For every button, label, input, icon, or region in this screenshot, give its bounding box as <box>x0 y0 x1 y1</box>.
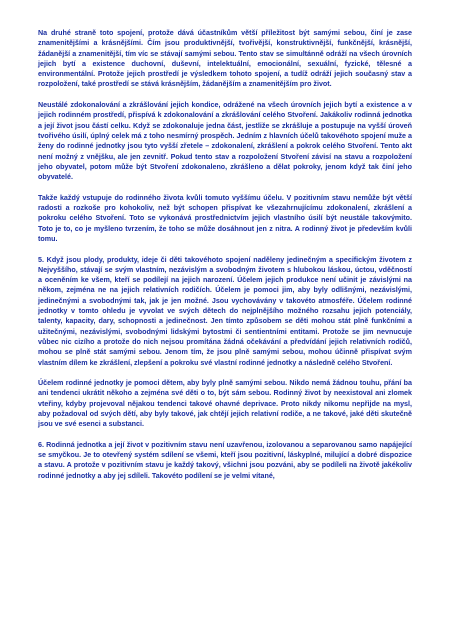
paragraph-4: 5. Když jsou plody, produkty, ideje či děti takovéhoto spojení naděleny jedinečným a specifickým životem z Nejvyššího, stávají se svým vlastním, nezávislým a svobodným životem s hlubokou láskou, úctou, vděčností a oceněním ke všem, kteří se podílejí na jejich narození. Účelem jejich produkce není učinit je závislými na někom, zejména ne na jejich relativních rodičích. Účelem je pomoci jim, aby byly odlišnými, nezávislými, jedinečnými a svobodnými tak, jak je jen možné. Jsou vychovávány v takovéto atmosféře. Účelem rodinné jednotky v tomto ohledu je vyvolat ve svých dětech do nejplnějšího možného rozsahu jejich potenciály, talenty, kapacity, dary, schopnosti a jedinečnost. Jen tímto způsobem se děti mohou stát plně funkčními a užitečnými, nezávislými, svobodnými lidskými bytostmi či sentientními entitami. Protože se jim nevnucuje vůbec nic cizího a protože do nich nejsou promítána žádná očekávání a předvídání jejich relativních rodičů, mohou se plně stát samými sebou. Jenom tím, že jsou plně samými sebou, mohou účinně přispívat svým vlastním dílem ke zkrášlení, zlepšení a pokroku své vlastní rodinné jednotky a následně celého Stvoření. <box>38 255 412 367</box>
document-page <box>38 28 412 491</box>
paragraph-6: 6. Rodinná jednotka a její život v pozitivním stavu není uzavřenou, izolovanou a separovanou samo napájející se smyčkou. Je to otevřený systém sdílení se všemi, kteří jsou pozitivní, láskyplné, milující a dobré dispozice a stavu. A protože v pozitivním stavu je každý takový, všichni jsou pozváni, aby se podíleli na životě jakékoliv rodinné jednotky a aby jej sdíleli. Takovéto podílení se je velmi vítané, <box>38 440 412 480</box>
paragraph-1: Na druhé straně toto spojení, protože dává účastníkům větší příležitost být samými sebou, činí je zase znamenitějšími a krásnějšími. Čím jsou produktivnější, tvořivější, konstruktivnější, funkčnější, krásnější, žádanější a znamenitější, tím víc se stávají samými sebou. Tento stav se simultánně odráží na všech úrovních jejich bytí a existence duchovní, duševní, intelektuální, emocionální, sexuální, fyzické, tělesné a environmentální. Protože jejich prostředí je výsledkem tohoto spojení, a tudíž odráží jejich současný stav a rozpoložení, také prostředí se stává krásnějším, žádanějším a znamenitějším pro život. <box>38 29 412 89</box>
paragraph-3: Takže každý vstupuje do rodinného života kvůli tomuto vyššímu účelu. V pozitivním stavu nemůže být větší radosti a rozkoše pro kohokoliv, než být schopen přispívat ke všezahrnujícímu zdokonalení, zkrášlení a pokroku celého Stvoření. Toto se vykonává prostřednictvím jejich vlastního úsilí být neustále takovýmito. Toto je to, co je myšleno tvrzením, že toho se může dosáhnout jen z nitra. A rodinný život je především kvůli tomu. <box>38 193 412 243</box>
paragraph-5: Účelem rodinné jednotky je pomoci dětem, aby byly plně samými sebou. Nikdo nemá žádnou touhu, přání ba ani tendenci ukrátit někoho a zejména své děti o to, být sám sebou. Rodinný život by neexistoval ani zlomek vteřiny, kdyby projevoval nějakou tendenci takové ohavné deprivace. Proto nikdy nikomu nepřijde na mysl, aby požadoval od svých dětí, aby byly takové, jak chtějí jejich relativní rodiče, a ne takové, jaké děti skutečně jsou ve své esenci a substanci. <box>38 379 412 429</box>
paragraph-2: Neustálé zdokonalování a zkrášlování jejich kondice, odrážené na všech úrovních jejich bytí a existence a v jejich rodinném prostředí, přispívá k zdokonalování a zkrášlování celého Stvoření. Jakákoliv rodinná jednotka a její život jsou částí celku. Když se zdokonaluje jedna část, jestliže se zkrášluje a postupuje na vyšší úroveň tvořivého úsilí, úplný celek má z toho nesmírný prospěch. Jedním z hlavních účelů takovéhoto spojení muže a ženy do rodinné jednotky jsou tyto vyšší zřetele – zdokonalení, zkrášlení a pokrok celého Stvoření. Tento akt není možný z vnějšku, ale jen zevnitř. Pokud tento stav a rozpoložení Stvoření závisí na stavu a rozpoložení jeho obyvatel, potom může být Stvoření zdokonaleno, zkrášleno a dělat pokroky, jenom když tak činí jeho obyvatelé. <box>38 101 412 182</box>
